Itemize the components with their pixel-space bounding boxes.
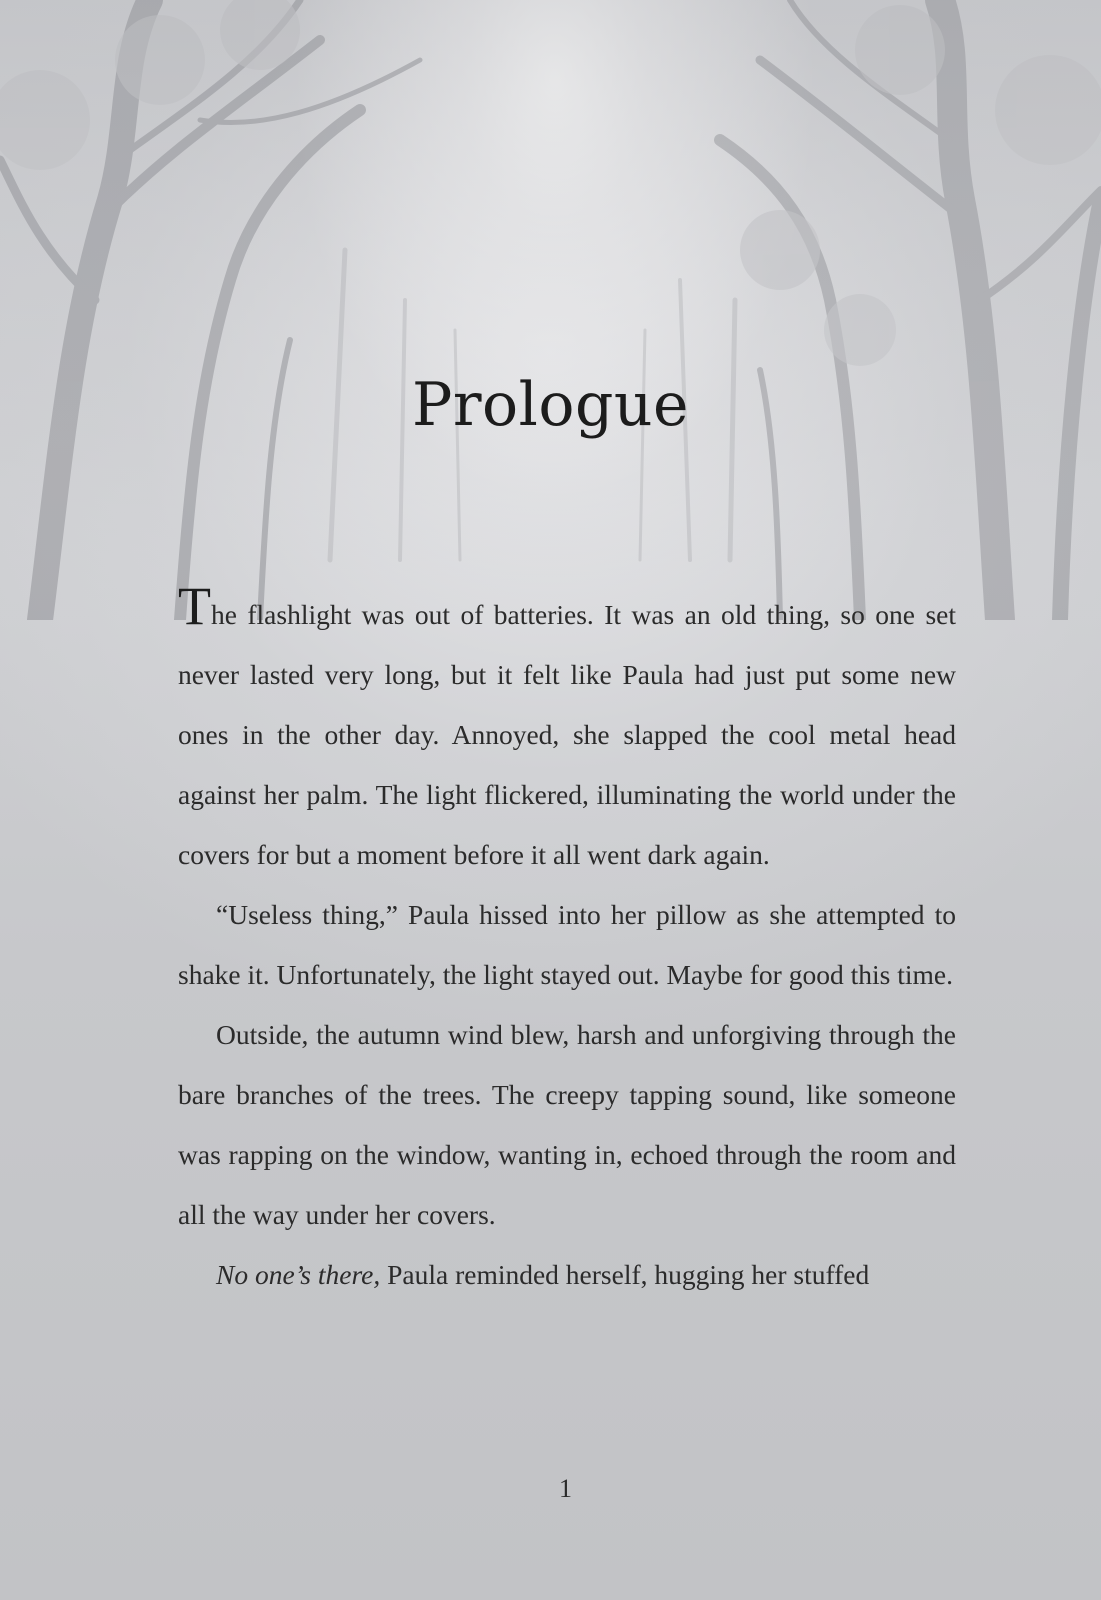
paragraph-4-text: Paula reminded herself, hugging her stuffed <box>380 1259 870 1290</box>
paragraph-4-italic-lead: No one’s there, <box>216 1259 381 1290</box>
chapter-title: Prologue <box>411 370 690 440</box>
paragraph-3: Outside, the autumn wind blew, harsh and unforgiving through the bare branches of the trees. The creepy tapping sound, like someone was rapping on the window, wanting in, echoed through the room and all the way under her covers. <box>178 1019 956 1230</box>
paragraph-1-text: he flashlight was out of batteries. It was an old thing, so one set never lasted very long, but it felt like Paula had just put some new ones in the other day. Annoyed, she slapped the cool metal head against her palm. The light flickered, illuminating the world under the covers for but a moment before it all went dark again. <box>178 599 956 870</box>
chapter-body <box>178 576 956 1305</box>
drop-cap: T <box>178 576 211 636</box>
forest-background-illustration <box>0 0 1101 620</box>
paragraph-2: “Useless thing,” Paula hissed into her pillow as she attempted to shake it. Unfortunately, the light stayed out. Maybe for good this time. <box>178 899 956 990</box>
page-number: 1 <box>559 1474 572 1503</box>
paragraph-4 <box>178 1245 956 1305</box>
paragraph-1 <box>178 576 956 885</box>
